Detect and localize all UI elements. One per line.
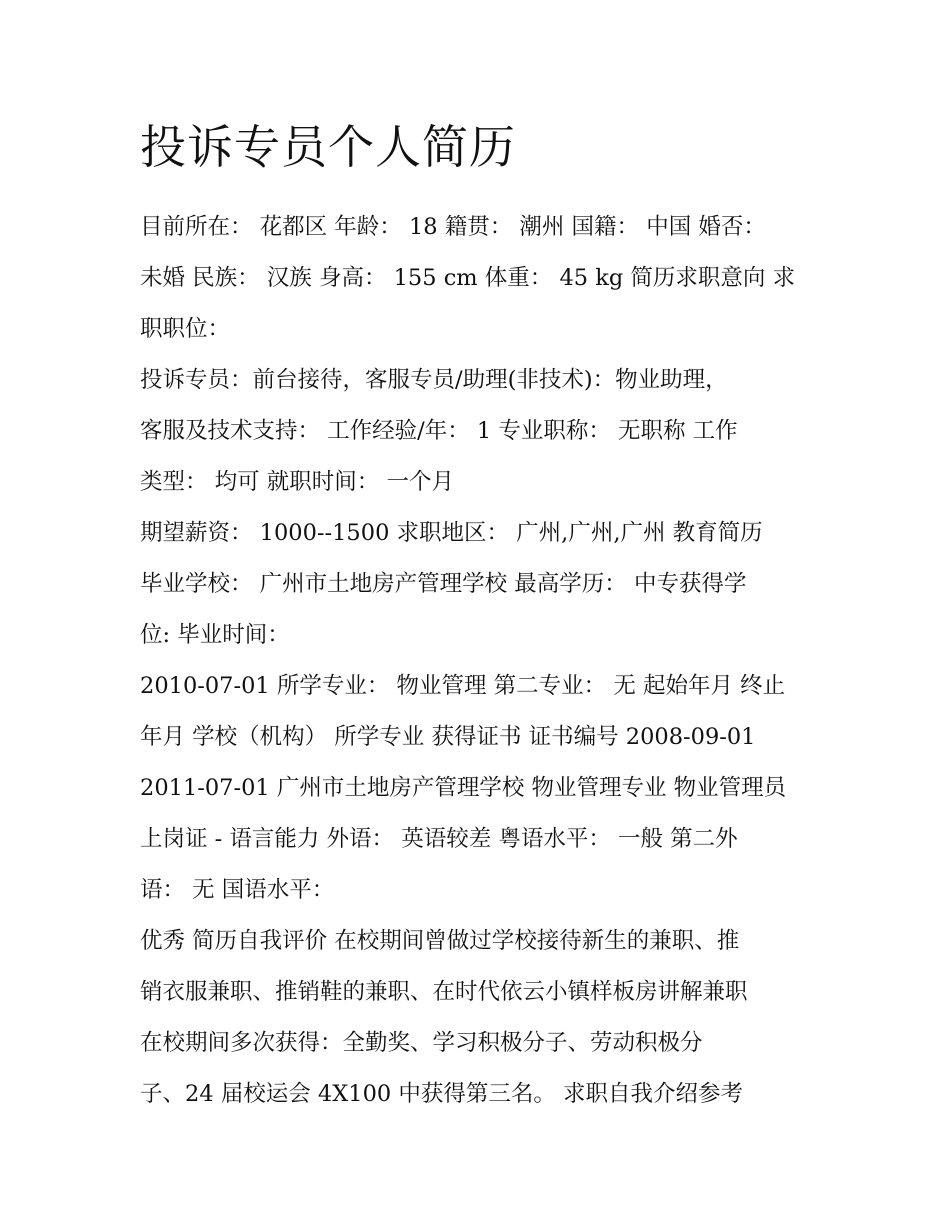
body-line: 位: 毕业时间： [140,622,290,648]
body-line: 销衣服兼职、推销鞋的兼职、在时代依云小镇样板房讲解兼职 [140,979,748,1005]
body-line: 子、24 届校运会 4X100 中获得第三名。 求职自我介绍参考 [140,1081,744,1107]
resume-body [140,202,820,1120]
body-line: 毕业学校： 广州市土地房产管理学校 最高学历： 中专获得学 [140,571,747,597]
body-line: 职职位： [140,316,231,342]
body-line: 语： 无 国语水平： [140,877,335,903]
body-line: 期望薪资： 1000--1500 求职地区： 广州,广州,广州 教育简历 [140,520,763,546]
document-title: 投诉专员个人简历 [140,120,516,174]
body-line: 年月 学校（机构） 所学专业 获得证书 证书编号 2008-09-01 [140,724,756,750]
body-line: 未婚 民族： 汉族 身高： 155 cm 体重： 45 kg 简历求职意向 求 [140,265,796,291]
body-line: 优秀 简历自我评价 在校期间曾做过学校接待新生的兼职、推 [140,928,740,954]
body-line: 目前所在： 花都区 年龄： 18 籍贯： 潮州 国籍： 中国 婚否： [140,214,766,240]
body-line: 投诉专员：前台接待，客服专员/助理(非技术)：物业助理， [140,367,728,393]
body-line: 2010-07-01 所学专业： 物业管理 第二专业： 无 起始年月 终止 [140,673,786,699]
body-line: 客服及技术支持： 工作经验/年： 1 专业职称： 无职称 工作 [140,418,738,444]
body-line: 2011-07-01 广州市土地房产管理学校 物业管理专业 物业管理员 [140,775,787,801]
body-line: 类型： 均可 就职时间： 一个月 [140,469,454,495]
body-line: 上岗证 - 语言能力 外语： 英语较差 粤语水平： 一般 第二外 [140,826,738,852]
resume-document [140,112,820,1120]
body-line: 在校期间多次获得：全勤奖、学习积极分子、劳动积极分 [140,1030,703,1056]
